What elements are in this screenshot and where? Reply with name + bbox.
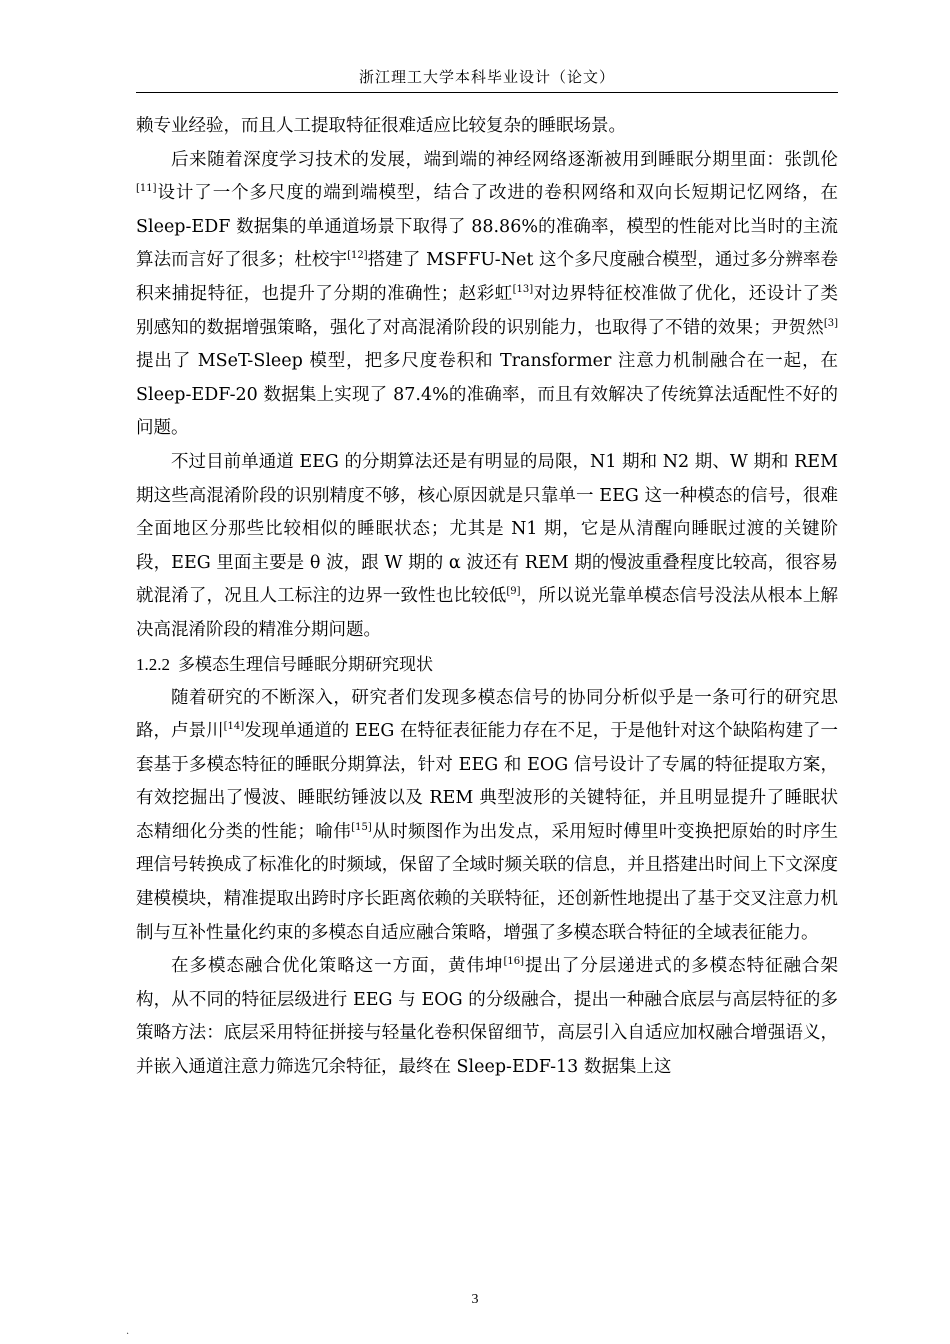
running-header: 浙江理工大学本科毕业设计（论文） [358,68,615,86]
page-number: 3 [471,1292,479,1307]
citation: [16] [503,956,524,968]
citation: [12] [347,250,368,262]
citation: [9] [506,586,521,598]
header-rule [136,92,838,93]
section-heading [136,648,838,682]
citation: [15] [351,821,372,833]
paragraph-multimodal: 随着研究的不断深入，研究者们发现多模态信号的协同分析似乎是一条可行的研究思路，卢景川[14]发现单通道的 EEG 在特征表征能力存在不足，于是他针对这个缺陷构建了一套基于多模态特征的睡眠分期算法，针对 EEG 和 EOG 信号设计了专属的特征提取方案，有效挖掘出了慢波、睡眠纺锤波以及 REM 典型波形的关键特征，并且明显提升了睡眠状态精细化分类的性能；喻伟[15]从时频图作为出发点，采用短时傅里叶变换把原始的时序生理信号转换成了标准化的时频域，保留了全域时频关联的信息，并且搭建出时间上下文深度建模模块，精准提取出跨时序长距离依赖的关联特征，还创新性地提出了基于交叉注意力机制与互补性量化约束的多模态自适应融合策略，增强了多模态联合特征的全域表征能力。 [136,687,839,943]
citation: [14] [223,721,245,733]
page-body [136,110,838,1085]
paragraph-fusion: 在多模态融合优化策略这一方面，黄伟坤[16]提出了分层递进式的多模态特征融合架构，从不同的特征层级进行 EEG 与 EOG 的分级融合，提出一种融合底层与高层特征的多策略方法：底层采用特征拼接与轻量化卷积保留细节，高层引入自适应加权融合增强语义，并嵌入通道注意力筛选冗余特征，最终在 Sleep-EDF-13 数据集上这 [136,956,838,1078]
citation: [13] [512,283,534,295]
footer-dot: . [126,1326,130,1337]
section-number: 1.2.2 [136,654,170,674]
citation: [3] [823,317,838,329]
paragraph-limitations: 不过目前单通道 EEG 的分期算法还是有明显的局限，N1 期和 N2 期、W 期和 REM 期这些高混淆阶段的识别精度不够，核心原因就是只靠单一 EEG 这一种模态的信号，很难全面地区分那些比较相似的睡眠状态；尤其是 N1 期，它是从清醒向睡眠过渡的关键阶段，EEG 里面主要是 θ 波，跟 W 期的 α 波还有 REM 期的慢波重叠程度比较高，很容易就混淆了，况且人工标注的边界一致性也比较低[9]，所以说光靠单模态信号没法从根本上解决高混淆阶段的精准分期问题。 [136,451,839,640]
paragraph-continuation: 赖专业经验，而且人工提取特征很难适应比较复杂的睡眠场景。 [136,116,626,136]
section-title: 多模态生理信号睡眠分期研究现状 [178,654,433,675]
paragraph-deep-learning: 后来随着深度学习技术的发展，端到端的神经网络逐渐被用到睡眠分期里面：张凯伦[11]设计了一个多尺度的端到端模型，结合了改进的卷积网络和双向长短期记忆网络，在 Sleep-EDF 数据集的单通道场景下取得了 88.86%的准确率，模型的性能对比当时的主流算法而言好了很多；杜校宇[12]搭建了 MSFFU-Net 这个多尺度融合模型，通过多分辨率卷积来捕捉特征，也提升了分期的准确性；赵彩虹[13]对边界特征校准做了优化，还设计了类别感知的数据增强策略，强化了对高混淆阶段的识别能力，也取得了不错的效果；尹贺然[3]提出了 MSeT-Sleep 模型，把多尺度卷积和 Transformer 注意力机制融合在一起，在 Sleep-EDF-20 数据集上实现了 87.4%的准确率，而且有效解决了传统算法适配性不好的问题。 [136,149,839,439]
citation: [11] [136,183,157,195]
